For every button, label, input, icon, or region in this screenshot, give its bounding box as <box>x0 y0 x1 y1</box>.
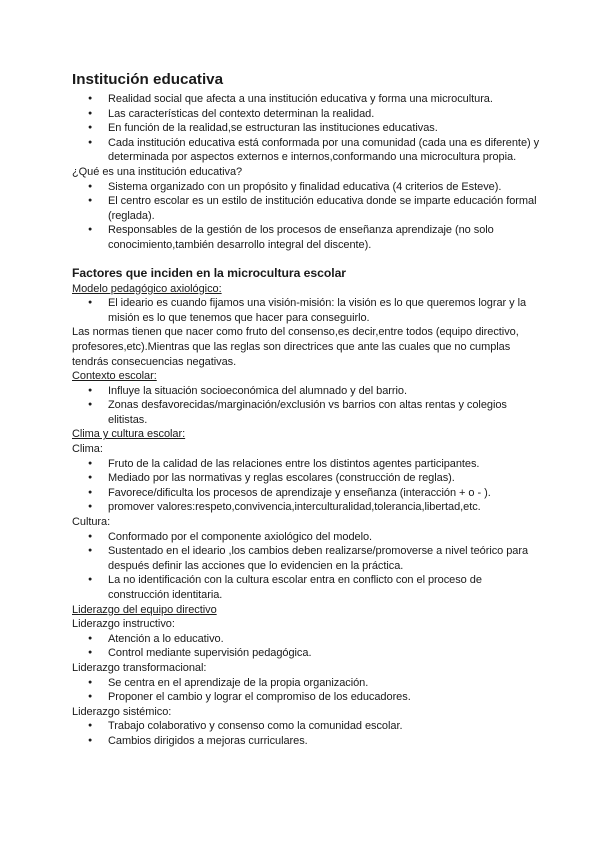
cultura-label: Cultura: <box>72 516 111 529</box>
list-item: ● promover valores:respeto,convivencia,interculturalidad,tolerancia,libertad,etc. <box>72 500 542 515</box>
transformacional-label: Liderazgo transformacional: <box>72 661 207 674</box>
clima-label: Clima: <box>72 443 103 456</box>
list-item: ● Trabajo colaborativo y consenso como la comunidad escolar. <box>72 719 542 734</box>
list-item: ● En función de la realidad,se estructuran las instituciones educativas. <box>72 121 542 136</box>
factors-heading: Factores que inciden en la microcultura escolar <box>72 265 346 280</box>
modelo-list <box>72 296 542 325</box>
question-text: ¿Qué es una institución educativa? <box>72 165 243 178</box>
list-item: ● La no identificación con la cultura escolar entra en conflicto con el proceso de construcción identitaria. <box>72 573 542 602</box>
intro-list <box>72 92 542 165</box>
list-item: ● El ideario es cuando fijamos una visión-misión: la visión es lo que queremos lograr y la misión es lo que tenemos que hacer para conseguirlo. <box>72 296 542 325</box>
instructivo-list <box>72 632 542 661</box>
page-title: Institución educativa <box>72 71 224 88</box>
instructivo-label: Liderazgo instructivo: <box>72 618 175 631</box>
list-item: ● Favorece/dificulta los procesos de aprendizaje y enseñanza (interacción + o - ). <box>72 486 542 501</box>
modelo-paragraph: Las normas tienen que nacer como fruto del consenso,es decir,entre todos (equipo directivo, profesores,etc).Mientras que las reglas son directrices que ante las cuales que no cumplas tendrás consecuencias negativas. <box>72 326 519 368</box>
list-item: ● Se centra en el aprendizaje de la propia organización. <box>72 676 542 691</box>
list-item: ● Responsables de la gestión de los procesos de enseñanza aprendizaje (no solo conocimiento,también desarrollo integral del discente). <box>72 223 542 252</box>
transformacional-list <box>72 676 542 705</box>
list-item: ● Zonas desfavorecidas/marginación/exclusión vs barrios con altas rentas y colegios elitistas. <box>72 398 542 427</box>
list-item: ● Control mediante supervisión pedagógica. <box>72 646 542 661</box>
list-item: ● Sistema organizado con un propósito y finalidad educativa (4 criterios de Esteve). <box>72 180 542 195</box>
list-item: ● Conformado por el componente axiológico del modelo. <box>72 530 542 545</box>
document-content <box>72 70 542 749</box>
clima-cultura-heading: Clima y cultura escolar: <box>72 428 186 441</box>
sistemico-label: Liderazgo sistémico: <box>72 705 172 718</box>
list-item: ● Proponer el cambio y lograr el compromiso de los educadores. <box>72 690 542 705</box>
list-item: ● Cambios dirigidos a mejoras curriculares. <box>72 734 542 749</box>
list-item: ● Influye la situación socioeconómica del alumnado y del barrio. <box>72 384 542 399</box>
liderazgo-heading: Liderazgo del equipo directivo <box>72 603 217 616</box>
cultura-list <box>72 530 542 603</box>
list-item: ● Cada institución educativa está conformada por una comunidad (cada una es diferente) y determinada por aspectos externos e internos,conformando una microcultura propia. <box>72 136 542 165</box>
list-item: ● Mediado por las normativas y reglas escolares (construcción de reglas). <box>72 471 542 486</box>
list-item: ● El centro escolar es un estilo de institución educativa donde se imparte educación formal (reglada). <box>72 194 542 223</box>
clima-list <box>72 457 542 515</box>
contexto-list <box>72 384 542 428</box>
list-item: ● Atención a lo educativo. <box>72 632 542 647</box>
list-item: ● Realidad social que afecta a una institución educativa y forma una microcultura. <box>72 92 542 107</box>
list-item: ● Fruto de la calidad de las relaciones entre los distintos agentes participantes. <box>72 457 542 472</box>
contexto-heading: Contexto escolar: <box>72 370 157 383</box>
list-item: ● Las características del contexto determinan la realidad. <box>72 107 542 122</box>
sistemico-list <box>72 719 542 748</box>
modelo-heading: Modelo pedagógico axiológico: <box>72 282 222 295</box>
list-item: ● Sustentado en el ideario ,los cambios deben realizarse/promoverse a nivel teórico para después definir las acciones que lo evidencien en la práctica. <box>72 544 542 573</box>
question-list <box>72 180 542 253</box>
